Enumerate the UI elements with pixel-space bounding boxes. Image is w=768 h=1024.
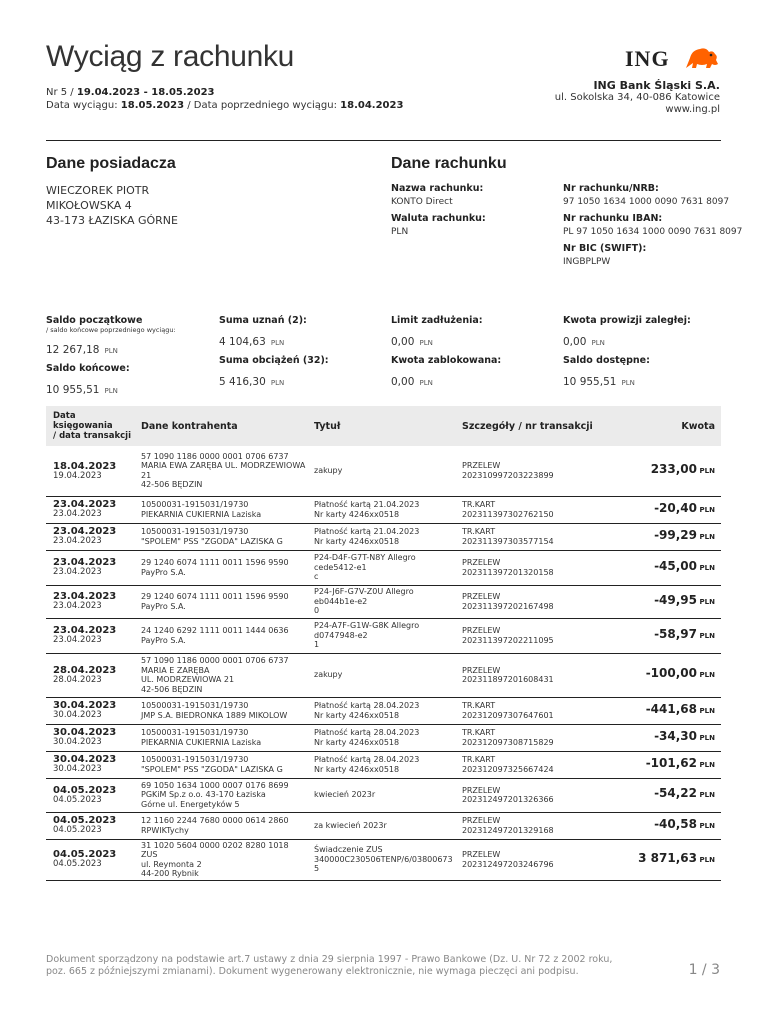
currency: PLN xyxy=(104,387,118,395)
cell-amount: 233,00 PLN xyxy=(616,446,721,496)
table-row xyxy=(46,550,721,585)
cell-party: 29 1240 6074 1111 0011 1596 9590 PayPro S.A. xyxy=(137,585,310,618)
cell-title: zakupy xyxy=(310,653,458,697)
cell-title: Płatność kartą 21.04.2023 Nr karty 4246xx0518 xyxy=(310,496,458,523)
iban-label: Nr rachunku IBAN: xyxy=(563,213,663,224)
iban-value: PL 97 1050 1634 1000 0090 7631 8097 xyxy=(563,227,743,237)
available-label: Saldo dostępne: xyxy=(563,355,650,366)
cell-date: 30.04.2023 30.04.2023 xyxy=(46,697,137,724)
statement-date-label: Data wyciągu: xyxy=(46,100,121,111)
cell-details: PRZELEW 202311397202211095 xyxy=(458,618,616,653)
currency: PLN xyxy=(419,339,433,347)
ing-logo xyxy=(625,44,720,74)
cell-details: PRZELEW 202312497203246796 xyxy=(458,839,616,880)
bank-address: ul. Sokolska 34, 40-086 Katowice xyxy=(554,92,720,103)
cell-party: 69 1050 1634 1000 0007 0176 8699 PGKiM Sp.z o.o. 43-170 Łaziska Górne ul. Energetyków 5 xyxy=(137,778,310,812)
cell-party: 10500031-1915031/19730 "SPOLEM" PSS "ZGODA" LAZISKA G xyxy=(137,523,310,550)
account-currency: PLN xyxy=(391,227,409,237)
cell-details: PRZELEW 202310997203223899 xyxy=(458,446,616,496)
table-row xyxy=(46,697,721,724)
cell-amount: -101,62 PLN xyxy=(616,751,721,778)
cell-title: zakupy xyxy=(310,446,458,496)
cell-party: 10500031-1915031/19730 PIEKARNIA CUKIERNIA Laziska xyxy=(137,724,310,751)
account-name-label: Nazwa rachunku: xyxy=(391,183,484,194)
cell-details: TR.KART 202312097325667424 xyxy=(458,751,616,778)
ing-logo-text: ING xyxy=(625,46,670,71)
cell-details: PRZELEW 202312497201329168 xyxy=(458,812,616,839)
currency: PLN xyxy=(104,347,118,355)
statement-no-label: Nr 5 / xyxy=(46,87,77,98)
opening-label: Saldo początkowe xyxy=(46,315,143,326)
overdue-label: Kwota prowizji zaległej: xyxy=(563,315,691,326)
cell-title: Płatność kartą 21.04.2023 Nr karty 4246xx0518 xyxy=(310,523,458,550)
cell-date: 23.04.2023 23.04.2023 xyxy=(46,585,137,618)
closing-balance: 10 955,51 xyxy=(46,384,100,396)
table-row xyxy=(46,653,721,697)
cell-party: 12 1160 2244 7680 0000 0614 2860 RPWIKTychy xyxy=(137,812,310,839)
table-row xyxy=(46,812,721,839)
col-date: Data księgowania / data transakcji xyxy=(46,406,137,446)
cell-date: 23.04.2023 23.04.2023 xyxy=(46,618,137,653)
cell-party: 29 1240 6074 1111 0011 1596 9590 PayPro S.A. xyxy=(137,550,310,585)
cell-amount: -100,00 PLN xyxy=(616,653,721,697)
cell-title: za kwiecień 2023r xyxy=(310,812,458,839)
debits-label: Suma obciążeń (32): xyxy=(219,355,329,366)
table-row xyxy=(46,724,721,751)
cell-party: 31 1020 5604 0000 0202 8280 1018 ZUS ul. Reymonta 2 44-200 Rybnik xyxy=(137,839,310,880)
table-row xyxy=(46,446,721,496)
transactions-body xyxy=(46,446,721,880)
bank-website[interactable]: www.ing.pl xyxy=(665,104,720,115)
account-title: Dane rachunku xyxy=(391,155,507,172)
holder-address xyxy=(46,183,178,228)
table-row xyxy=(46,523,721,550)
account-col-right xyxy=(563,183,742,267)
cell-date: 23.04.2023 23.04.2023 xyxy=(46,550,137,585)
cell-details: PRZELEW 202311397202167498 xyxy=(458,585,616,618)
account-name: KONTO Direct xyxy=(391,197,453,207)
cell-date: 04.05.2023 04.05.2023 xyxy=(46,812,137,839)
cell-amount: -34,30 PLN xyxy=(616,724,721,751)
statement-date: 18.05.2023 xyxy=(120,100,185,111)
statement-period: 19.04.2023 - 18.05.2023 xyxy=(76,87,215,98)
bank-name: ING Bank Śląski S.A. xyxy=(593,79,720,92)
table-row xyxy=(46,839,721,880)
col-title: Tytuł xyxy=(310,406,458,446)
cell-title: Płatność kartą 28.04.2023 Nr karty 4246xx0518 xyxy=(310,751,458,778)
prev-date-label: / Data poprzedniego wyciągu: xyxy=(184,100,341,111)
bic-label: Nr BIC (SWIFT): xyxy=(563,243,647,254)
bank-info xyxy=(555,80,720,116)
cell-date: 23.04.2023 23.04.2023 xyxy=(46,523,137,550)
prev-date: 18.04.2023 xyxy=(340,100,404,111)
lion-icon xyxy=(682,44,720,72)
credits-label: Suma uznań (2): xyxy=(219,315,307,326)
cell-details: PRZELEW 202311897201608431 xyxy=(458,653,616,697)
cell-party: 10500031-1915031/19730 "SPOLEM" PSS "ZGODA" LAZISKA G xyxy=(137,751,310,778)
cell-date: 30.04.2023 30.04.2023 xyxy=(46,751,137,778)
col-amount: Kwota xyxy=(616,406,721,446)
cell-date: 18.04.2023 19.04.2023 xyxy=(46,446,137,496)
holder-name: WIECZOREK PIOTR xyxy=(46,184,150,197)
page-number: 1 / 3 xyxy=(688,962,720,978)
debits-sum: 5 416,30 xyxy=(219,376,266,388)
account-col-left xyxy=(391,183,486,237)
col-details: Szczegóły / nr transakcji xyxy=(458,406,616,446)
summary-sums xyxy=(219,315,329,389)
cell-amount: -54,22 PLN xyxy=(616,778,721,812)
currency: PLN xyxy=(419,379,433,387)
cell-date: 28.04.2023 28.04.2023 xyxy=(46,653,137,697)
table-row xyxy=(46,778,721,812)
currency: PLN xyxy=(591,339,605,347)
summary-limits xyxy=(391,315,501,389)
cell-details: PRZELEW 202312497201326366 xyxy=(458,778,616,812)
cell-date: 23.04.2023 23.04.2023 xyxy=(46,496,137,523)
holder-title: Dane posiadacza xyxy=(46,155,176,172)
cell-title: kwiecień 2023r xyxy=(310,778,458,812)
cell-amount: -45,00 PLN xyxy=(616,550,721,585)
cell-title: Płatność kartą 28.04.2023 Nr karty 4246xx0518 xyxy=(310,697,458,724)
available-balance: 10 955,51 xyxy=(563,376,617,388)
cell-date: 30.04.2023 30.04.2023 xyxy=(46,724,137,751)
cell-date: 04.05.2023 04.05.2023 xyxy=(46,778,137,812)
account-currency-label: Waluta rachunku: xyxy=(391,213,486,224)
cell-party: 57 1090 1186 0000 0001 0706 6737 MARIA E ZARĘBA UL. MODRZEWIOWA 21 42-506 BĘDZIN xyxy=(137,653,310,697)
summary-opening xyxy=(46,315,176,397)
nrb-label: Nr rachunku/NRB: xyxy=(563,183,659,194)
cell-details: PRZELEW 202311397201320158 xyxy=(458,550,616,585)
credits-sum: 4 104,63 xyxy=(219,336,266,348)
col-party: Dane kontrahenta xyxy=(137,406,310,446)
blocked-label: Kwota zablokowana: xyxy=(391,355,502,366)
table-row xyxy=(46,751,721,778)
cell-amount: -58,97 PLN xyxy=(616,618,721,653)
limit-value: 0,00 xyxy=(391,336,415,348)
cell-party: 24 1240 6292 1111 0011 1444 0636 PayPro S.A. xyxy=(137,618,310,653)
cell-amount: -441,68 PLN xyxy=(616,697,721,724)
page-title: Wyciąg z rachunku xyxy=(46,40,295,73)
footer-note: Dokument sporządzony na podstawie art.7 ustawy z dnia 29 sierpnia 1997 - Prawo Bankowe (Dz. U. Nr 72 z 2002 roku, poz. 665 z późniejszymi zmianami). Dokument wygenerowany elektronicznie, nie wymaga pieczęci ani podpisu. xyxy=(46,954,613,977)
nrb-value: 97 1050 1634 1000 0090 7631 8097 xyxy=(563,197,730,207)
currency: PLN xyxy=(621,379,635,387)
currency: PLN xyxy=(270,379,285,387)
cell-details: TR.KART 202311397302762150 xyxy=(458,496,616,523)
overdue-value: 0,00 xyxy=(563,336,587,348)
opening-balance: 12 267,18 xyxy=(46,344,100,356)
transactions-table xyxy=(46,406,721,881)
cell-amount: -40,58 PLN xyxy=(616,812,721,839)
table-header-row xyxy=(46,406,721,446)
cell-title: Świadczenie ZUS 340000C230506TENP/6/03800673 5 xyxy=(310,839,458,880)
statement-meta xyxy=(46,86,403,112)
opening-sub-label: / saldo końcowe poprzedniego wyciągu: xyxy=(46,326,176,334)
table-row xyxy=(46,618,721,653)
cell-amount: -49,95 PLN xyxy=(616,585,721,618)
summary-available xyxy=(563,315,691,389)
cell-amount: -99,29 PLN xyxy=(616,523,721,550)
holder-street: MIKOŁOWSKA 4 xyxy=(46,199,132,212)
cell-details: TR.KART 202312097307647601 xyxy=(458,697,616,724)
cell-amount: -20,40 PLN xyxy=(616,496,721,523)
cell-date: 04.05.2023 04.05.2023 xyxy=(46,839,137,880)
cell-party: 10500031-1915031/19730 PIEKARNIA CUKIERNIA Laziska xyxy=(137,496,310,523)
cell-title: P24-D4F-G7T-N8Y Allegro cede5412-e1 c xyxy=(310,550,458,585)
cell-title: P24-J6F-G7V-Z0U Allegro eb044b1e-e2 0 xyxy=(310,585,458,618)
table-row xyxy=(46,496,721,523)
cell-party: 57 1090 1186 0000 0001 0706 6737 MARIA EWA ZARĘBA UL. MODRZEWIOWA 21 42-506 BĘDZIN xyxy=(137,446,310,496)
cell-details: TR.KART 202311397303577154 xyxy=(458,523,616,550)
holder-city: 43-173 ŁAZISKA GÓRNE xyxy=(46,214,178,227)
blocked-value: 0,00 xyxy=(391,376,415,388)
currency: PLN xyxy=(270,339,285,347)
cell-party: 10500031-1915031/19730 JMP S.A. BIEDRONKA 1889 MIKOLOW xyxy=(137,697,310,724)
closing-label: Saldo końcowe: xyxy=(46,363,130,374)
bic-value: INGBPLPW xyxy=(563,257,611,267)
divider xyxy=(46,140,721,141)
cell-title: P24-A7F-G1W-G8K Allegro d0747948-e2 1 xyxy=(310,618,458,653)
cell-amount: 3 871,63 PLN xyxy=(616,839,721,880)
cell-title: Płatność kartą 28.04.2023 Nr karty 4246xx0518 xyxy=(310,724,458,751)
cell-details: TR.KART 202312097308715829 xyxy=(458,724,616,751)
limit-label: Limit zadłużenia: xyxy=(391,315,483,326)
table-row xyxy=(46,585,721,618)
